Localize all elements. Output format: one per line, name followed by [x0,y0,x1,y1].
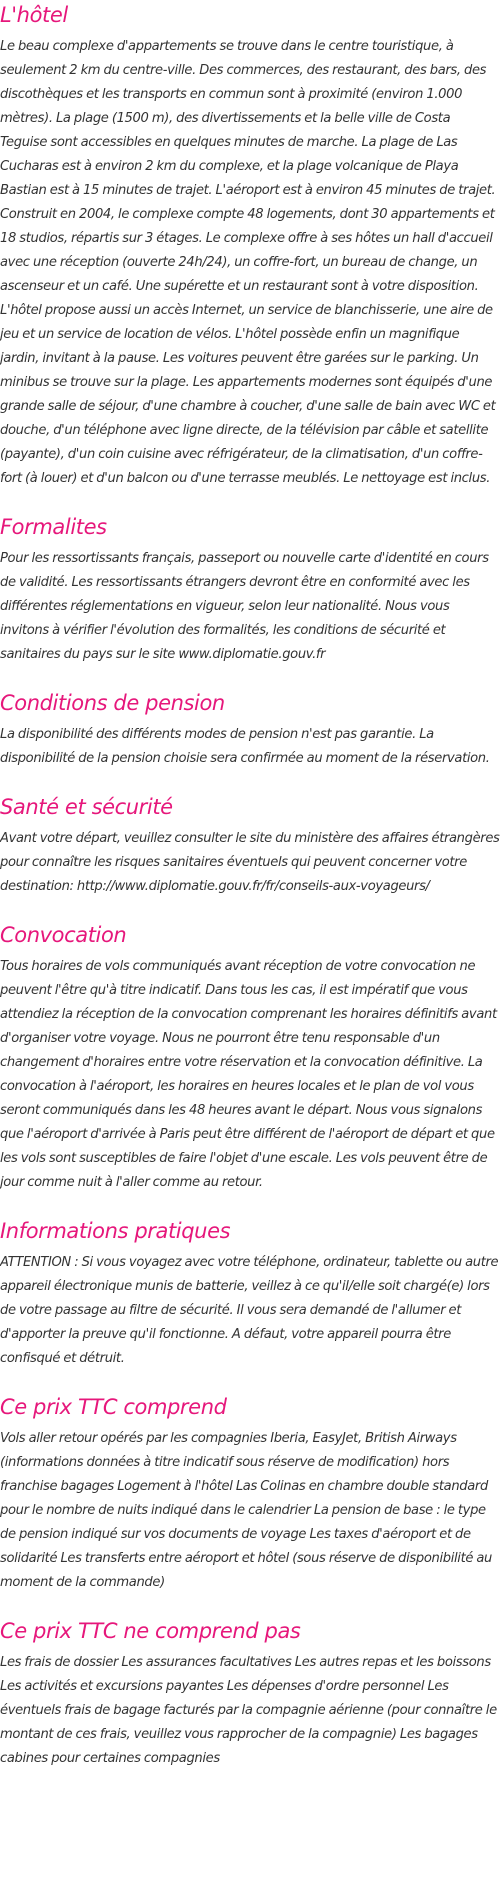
section-informations-pratiques [0,1217,500,1371]
section-hotel [0,0,500,491]
section-title-prix-comprend: Ce prix TTC comprend [0,1395,227,1419]
section-body-hotel: Le beau complexe d'appartements se trouve dans le centre touristique, à seulement 2 km du centre-ville. Des commerces, des restaurant, des bars, des discothèques et les transports en commun sont à proximité (environ 1.000 mètres). La plage (1500 m), des divertissements et la belle ville de Costa Teguise sont accessibles en quelques minutes de marche. La plage de Las Cucharas est à environ 2 km du complexe, et la plage volcanique de Playa Bastian est à 15 minutes de trajet. L'aéroport est à environ 45 minutes de trajet. Construit en 2004, le complexe compte 48 logements, dont 30 appartements et 18 studios, répartis sur 3 étages. Le complexe offre à ses hôtes un hall d'accueil avec une réception (ouverte 24h/24), un coffre-fort, un bureau de change, un ascenseur et un café. Une supérette et un restaurant sont à votre disposition. L'hôtel propose aussi un accès Internet, un service de blanchisserie, une aire de jeu et un service de location de vélos. L'hôtel possède enfin un magnifique jardin, invitant à la pause. Les voitures peuvent être garées sur le parking. Un minibus se trouve sur la plage. Les appartements modernes sont équipés d'une grande salle de séjour, d'une chambre à coucher, d'une salle de bain avec WC et douche, d'un téléphone avec ligne directe, de la télévision par câble et satellite (payante), d'un coin cuisine avec réfrigérateur, de la climatisation, d'un coffre-fort (à louer) et d'un balcon ou d'une terrasse meublés. Le nettoyage est inclus. [0,39,496,486]
section-title-conditions-pension: Conditions de pension [0,691,225,715]
section-sante-securite [0,793,500,899]
section-prix-ne-comprend-pas [0,1617,500,1771]
section-title-sante-securite: Santé et sécurité [0,795,173,819]
section-body-convocation: Tous horaires de vols communiqués avant réception de votre convocation ne peuvent l'être qu'à titre indicatif. Dans tous les cas, il est impératif que vous attendiez la réception de la convocation comprenant les horaires définitifs avant d'organiser votre voyage. Nous ne pourront être tenu responsable d'un changement d'horaires entre votre réservation et la convocation définitive. La convocation à l'aéroport, les horaires en heures locales et le plan de vol vous seront communiqués dans les 48 heures avant le départ. Nous vous signalons que l'aéroport d'arrivée à Paris peut être différent de l'aéroport de départ et que les vols sont susceptibles de faire l'objet d'une escale. Les vols peuvent être de jour comme nuit à l'aller comme au retour. [0,959,497,1190]
section-title-convocation: Convocation [0,923,127,947]
section-formalites [0,513,500,667]
section-body-prix-comprend: Vols aller retour opérés par les compagnies Iberia, EasyJet, British Airways (informations données à titre indicatif sous réserve de modification) hors franchise bagages Logement à l'hôtel Las Colinas en chambre double standard pour le nombre de nuits indiqué dans le calendrier La pension de base : le type de pension indiqué sur vos documents de voyage Les taxes d'aéroport et de solidarité Les transferts entre aéroport et hôtel (sous réserve de disponibilité au moment de la commande) [0,1431,492,1590]
section-body-sante-securite: Avant votre départ, veuillez consulter le site du ministère des affaires étrangères pour connaître les risques sanitaires éventuels qui peuvent concerner votre destination: http://www.diplomatie.gouv.fr/fr/conseils-aux-voyageurs/ [0,831,500,894]
section-body-conditions-pension: La disponibilité des différents modes de pension n'est pas garantie. La disponibilité de la pension choisie sera confirmée au moment de la réservation. [0,727,490,766]
section-title-prix-ne-comprend-pas: Ce prix TTC ne comprend pas [0,1619,301,1643]
section-title-hotel: L'hôtel [0,3,68,27]
section-convocation [0,921,500,1195]
section-body-prix-ne-comprend-pas: Les frais de dossier Les assurances facultatives Les autres repas et les boissons Les activités et excursions payantes Les dépenses d'ordre personnel Les éventuels frais de bagage facturés par la compagnie aérienne (pour connaître le montant de ces frais, veuillez vous rapprocher de la compagnie) Les bagages cabines pour certaines compagnies [0,1655,497,1766]
section-title-formalites: Formalites [0,515,107,539]
section-body-informations-pratiques: ATTENTION : Si vous voyagez avec votre téléphone, ordinateur, tablette ou autre appareil électronique munis de batterie, veillez à ce qu'il/elle soit chargé(e) lors de votre passage au filtre de sécurité. Il vous sera demandé de l'allumer et d'apporter la preuve qu'il fonctionne. A défaut, votre appareil pourra être confisqué et détruit. [0,1255,499,1366]
section-conditions-pension [0,689,500,771]
section-title-informations-pratiques: Informations pratiques [0,1219,231,1243]
section-prix-comprend [0,1393,500,1595]
section-body-formalites: Pour les ressortissants français, passeport ou nouvelle carte d'identité en cours de validité. Les ressortissants étrangers devront être en conformité avec les différentes réglementations en vigueur, selon leur nationalité. Nous vous invitons à vérifier l'évolution des formalités, les conditions de sécurité et sanitaires du pays sur le site www.diplomatie.gouv.fr [0,551,489,662]
